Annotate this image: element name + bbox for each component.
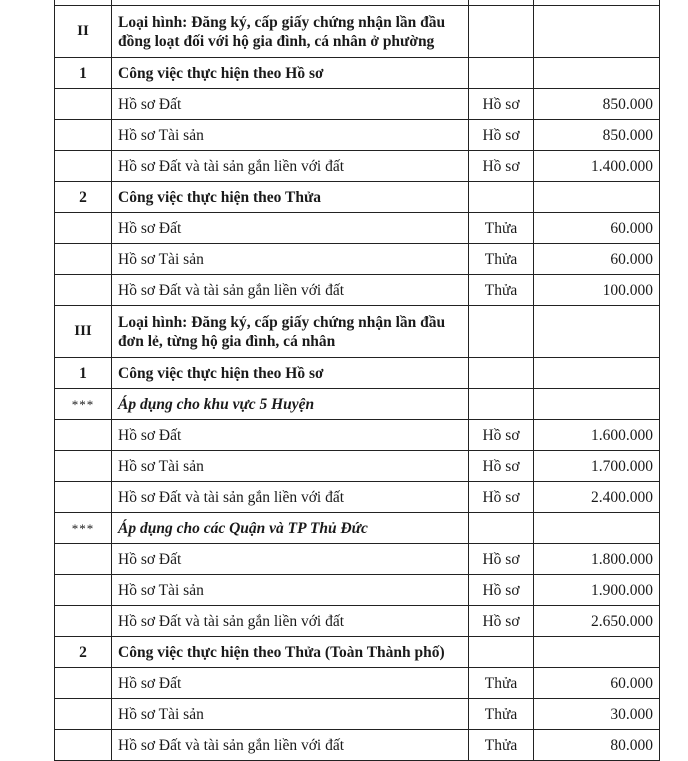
row-number (55, 275, 112, 306)
row-unit: Thửa (469, 244, 534, 275)
row-description: Hồ sơ Tài sản (112, 699, 469, 730)
row-number (55, 699, 112, 730)
row-price: 2.650.000 (534, 606, 660, 637)
row-price (534, 513, 660, 544)
fee-item-row (55, 89, 660, 120)
row-price (534, 389, 660, 420)
section-row (55, 306, 660, 358)
row-number (55, 482, 112, 513)
row-description: Loại hình: Đăng ký, cấp giấy chứng nhận lần đầu đơn lẻ, từng hộ gia đình, cá nhân (112, 306, 469, 358)
row-number: *** (55, 513, 112, 544)
row-price (534, 182, 660, 213)
row-unit (469, 358, 534, 389)
row-price: 80.000 (534, 730, 660, 761)
row-unit: Hồ sơ (469, 420, 534, 451)
row-unit (469, 637, 534, 668)
row-price: 1.700.000 (534, 451, 660, 482)
row-unit (469, 389, 534, 420)
row-unit: Hồ sơ (469, 151, 534, 182)
row-description: Công việc thực hiện theo Thửa (112, 182, 469, 213)
row-number (55, 120, 112, 151)
row-price: 1.400.000 (534, 151, 660, 182)
fee-item-row (55, 730, 660, 761)
row-description: Hồ sơ Tài sản (112, 451, 469, 482)
row-description: Hồ sơ Đất và tài sản gắn liền với đất (112, 482, 469, 513)
fee-table (54, 0, 660, 761)
row-unit (469, 513, 534, 544)
group-row (55, 182, 660, 213)
row-price: 30.000 (534, 699, 660, 730)
row-unit: Hồ sơ (469, 575, 534, 606)
row-description: Áp dụng cho khu vực 5 Huyện (112, 389, 469, 420)
fee-item-row (55, 544, 660, 575)
row-unit: Hồ sơ (469, 544, 534, 575)
row-description: Hồ sơ Đất (112, 213, 469, 244)
row-price (534, 6, 660, 58)
row-unit: Hồ sơ (469, 606, 534, 637)
row-description: Công việc thực hiện theo Hồ sơ (112, 58, 469, 89)
row-unit: Thửa (469, 730, 534, 761)
row-price: 1.600.000 (534, 420, 660, 451)
row-unit: Thửa (469, 668, 534, 699)
section-row (55, 6, 660, 58)
area-row (55, 389, 660, 420)
row-price: 2.400.000 (534, 482, 660, 513)
row-price: 60.000 (534, 244, 660, 275)
row-number (55, 89, 112, 120)
row-unit (469, 6, 534, 58)
fee-item-row (55, 244, 660, 275)
row-number (55, 606, 112, 637)
row-number: 1 (55, 58, 112, 89)
row-price: 1.800.000 (534, 544, 660, 575)
fee-item-row (55, 451, 660, 482)
row-number: 2 (55, 182, 112, 213)
row-unit: Hồ sơ (469, 482, 534, 513)
row-number (55, 151, 112, 182)
row-unit: Hồ sơ (469, 451, 534, 482)
row-price: 1.900.000 (534, 575, 660, 606)
row-description: Hồ sơ Đất và tài sản gắn liền với đất (112, 151, 469, 182)
row-unit: Thửa (469, 275, 534, 306)
row-description: Hồ sơ Đất (112, 420, 469, 451)
row-price (534, 358, 660, 389)
row-number (55, 213, 112, 244)
row-description: Loại hình: Đăng ký, cấp giấy chứng nhận lần đầu đồng loạt đối với hộ gia đình, cá nhân ở phường (112, 6, 469, 58)
fee-item-row (55, 120, 660, 151)
fee-table-body (55, 0, 660, 761)
row-unit: Hồ sơ (469, 120, 534, 151)
row-price: 850.000 (534, 89, 660, 120)
row-price: 60.000 (534, 668, 660, 699)
row-number: 2 (55, 637, 112, 668)
row-number (55, 420, 112, 451)
fee-item-row (55, 575, 660, 606)
row-price (534, 58, 660, 89)
row-description: Công việc thực hiện theo Thửa (Toàn Thành phố) (112, 637, 469, 668)
row-description: Hồ sơ Tài sản (112, 120, 469, 151)
row-unit: Thửa (469, 699, 534, 730)
row-number (55, 244, 112, 275)
row-description: Hồ sơ Tài sản (112, 244, 469, 275)
group-row (55, 58, 660, 89)
row-description: Hồ sơ Đất (112, 544, 469, 575)
row-description: Hồ sơ Đất và tài sản gắn liền với đất (112, 275, 469, 306)
row-number (55, 544, 112, 575)
fee-item-row (55, 699, 660, 730)
row-number (55, 575, 112, 606)
group-row (55, 637, 660, 668)
row-description: Hồ sơ Đất và tài sản gắn liền với đất (112, 730, 469, 761)
fee-item-row (55, 668, 660, 699)
fee-item-row (55, 606, 660, 637)
row-unit (469, 306, 534, 358)
area-row (55, 513, 660, 544)
row-description: Hồ sơ Tài sản (112, 575, 469, 606)
row-description: Hồ sơ Đất và tài sản gắn liền với đất (112, 606, 469, 637)
row-price: 60.000 (534, 213, 660, 244)
fee-item-row (55, 151, 660, 182)
row-price (534, 637, 660, 668)
row-unit: Thửa (469, 213, 534, 244)
row-price: 100.000 (534, 275, 660, 306)
row-price (534, 306, 660, 358)
row-description: Áp dụng cho các Quận và TP Thủ Đức (112, 513, 469, 544)
row-number: II (55, 6, 112, 58)
row-number: 1 (55, 358, 112, 389)
row-number (55, 668, 112, 699)
fee-item-row (55, 275, 660, 306)
group-row (55, 358, 660, 389)
row-price: 850.000 (534, 120, 660, 151)
row-unit (469, 182, 534, 213)
row-unit (469, 58, 534, 89)
row-number: *** (55, 389, 112, 420)
row-number (55, 730, 112, 761)
row-unit: Hồ sơ (469, 89, 534, 120)
fee-item-row (55, 482, 660, 513)
fee-item-row (55, 420, 660, 451)
row-description: Hồ sơ Đất (112, 89, 469, 120)
row-number (55, 451, 112, 482)
row-description: Hồ sơ Đất (112, 668, 469, 699)
fee-item-row (55, 213, 660, 244)
row-description: Công việc thực hiện theo Hồ sơ (112, 358, 469, 389)
row-number: III (55, 306, 112, 358)
